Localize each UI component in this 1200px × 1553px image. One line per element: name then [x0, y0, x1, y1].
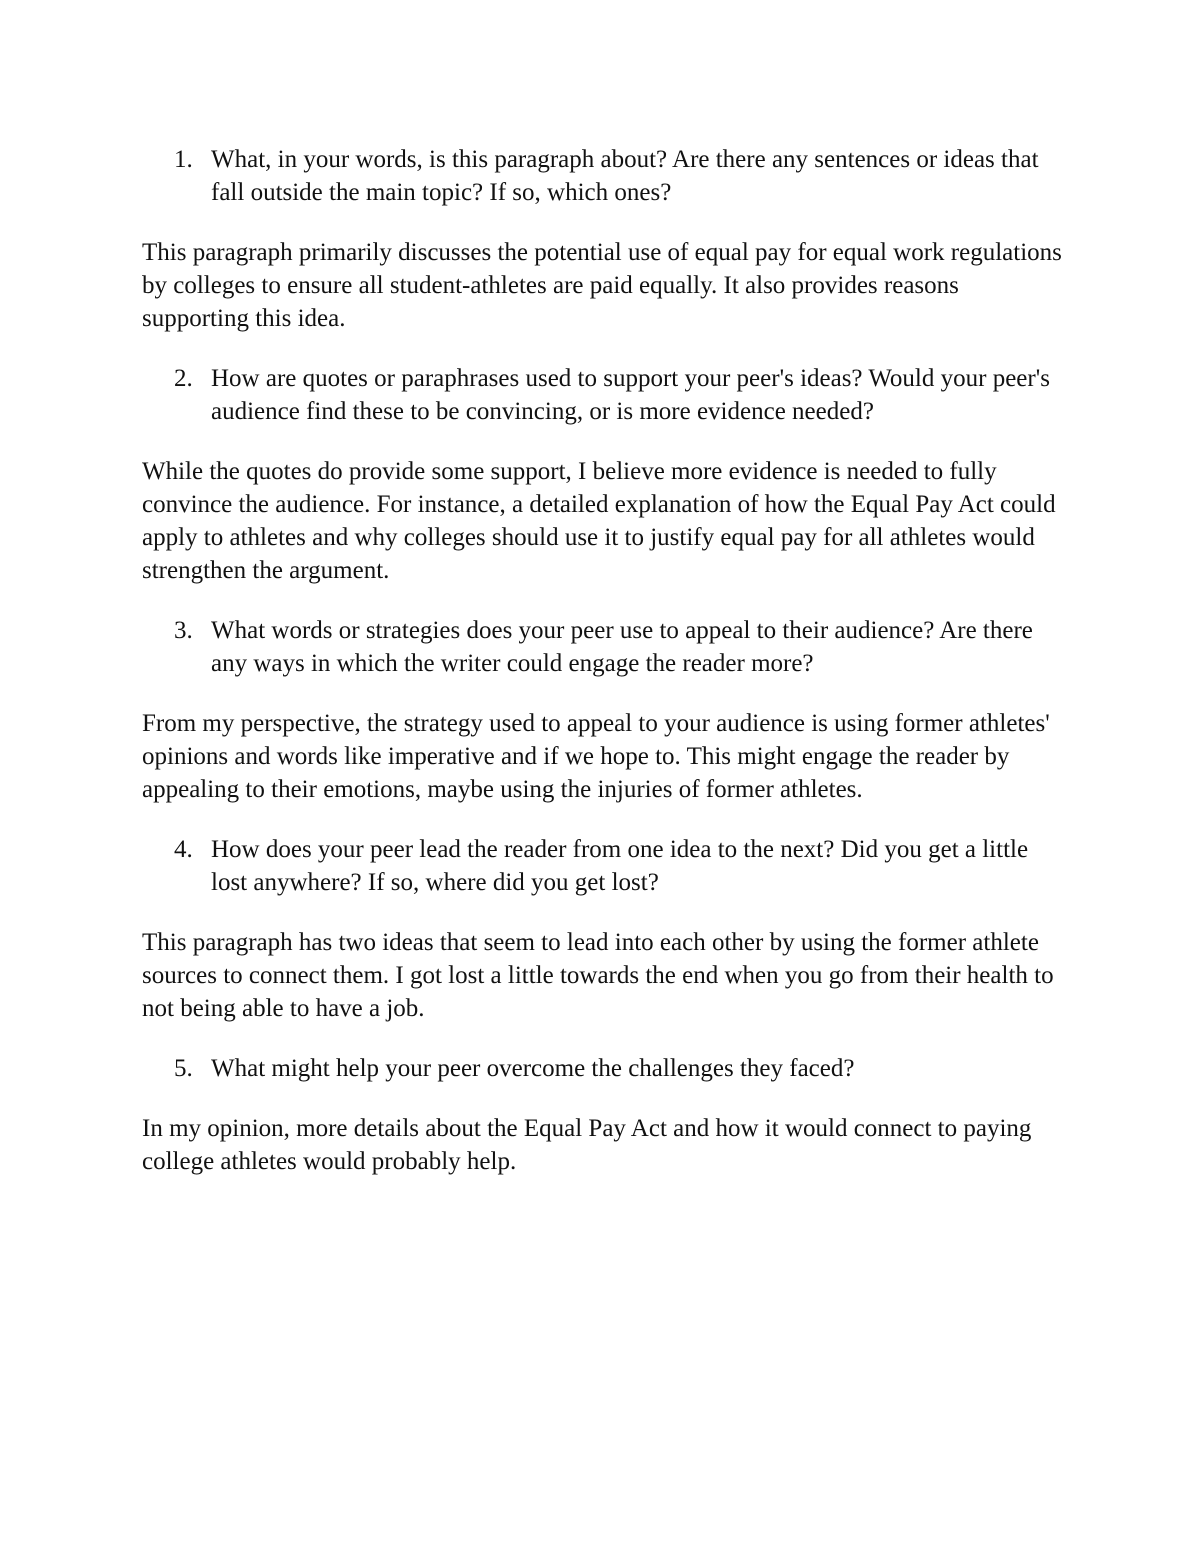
question-1: [142, 143, 1062, 209]
question-number: 2.: [174, 365, 193, 392]
question-2: [142, 362, 1062, 428]
question-number: 4.: [174, 836, 193, 863]
answer-5: In my opinion, more details about the Equal Pay Act and how it would connect to paying college athletes would probably help.: [142, 1115, 1032, 1175]
question-number: 1.: [174, 146, 193, 173]
question-text: What, in your words, is this paragraph about? Are there any sentences or ideas that fall outside the main topic? If so, which ones?: [211, 146, 1039, 206]
question-4: [142, 833, 1062, 899]
answer-3: From my perspective, the strategy used to appeal to your audience is using former athletes' opinions and words like imperative and if we hope to. This might engage the reader by appealing to their emotions, maybe using the injuries of former athletes.: [142, 710, 1050, 803]
question-5: [142, 1052, 1062, 1085]
answer-1: This paragraph primarily discusses the potential use of equal pay for equal work regulations by colleges to ensure all student-athletes are paid equally. It also provides reasons supporting this idea.: [142, 239, 1062, 332]
answer-4: This paragraph has two ideas that seem to lead into each other by using the former athlete sources to connect them. I got lost a little towards the end when you go from their health to not being able to have a job.: [142, 929, 1054, 1022]
question-text: What might help your peer overcome the challenges they faced?: [211, 1055, 855, 1082]
question-text: How are quotes or paraphrases used to support your peer's ideas? Would your peer's audience find these to be convincing, or is more evidence needed?: [211, 365, 1050, 425]
question-text: How does your peer lead the reader from one idea to the next? Did you get a little lost anywhere? If so, where did you get lost?: [211, 836, 1029, 896]
question-text: What words or strategies does your peer use to appeal to their audience? Are there any ways in which the writer could engage the reader more?: [211, 617, 1033, 677]
answer-2: While the quotes do provide some support, I believe more evidence is needed to fully convince the audience. For instance, a detailed explanation of how the Equal Pay Act could apply to athletes and why colleges should use it to justify equal pay for all athletes would strengthen the argument.: [142, 458, 1056, 584]
document-body: [142, 143, 1062, 1205]
question-number: 5.: [174, 1055, 193, 1082]
question-3: [142, 614, 1062, 680]
question-number: 3.: [174, 617, 193, 644]
